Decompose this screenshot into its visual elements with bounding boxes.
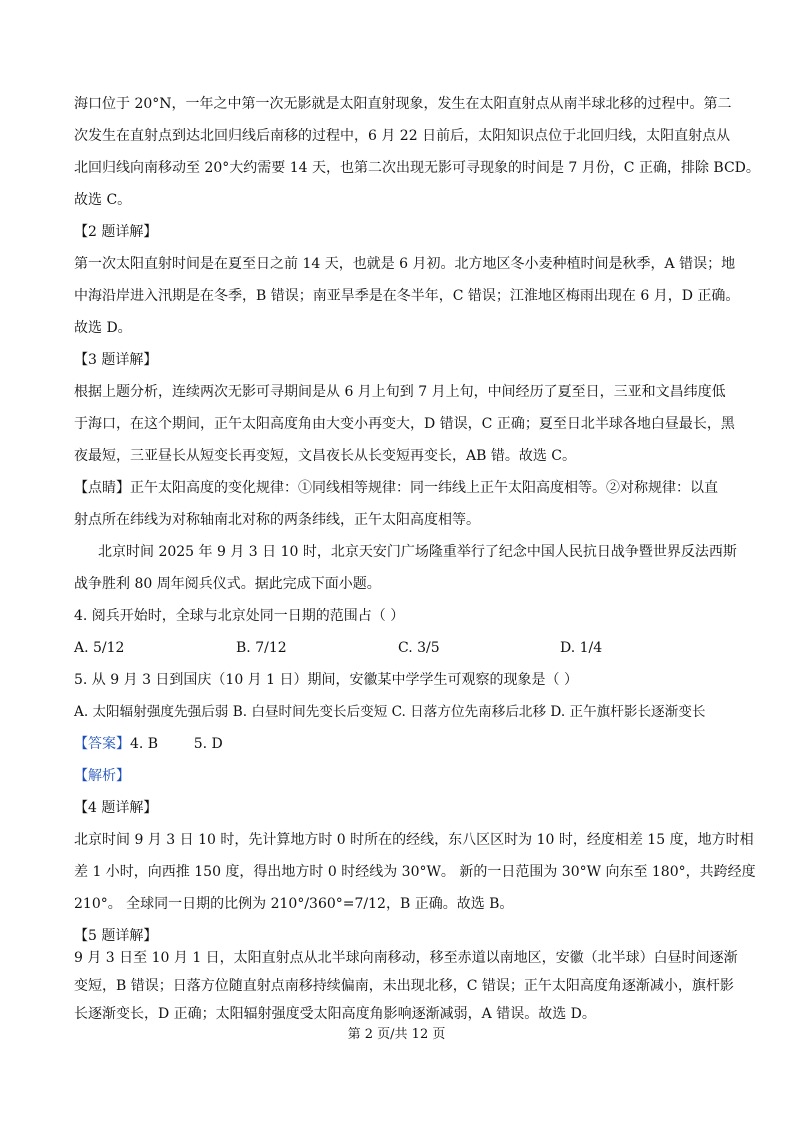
question-4: 4. 阅兵开始时，全球与北京处同一日期的范围占（ ） (74, 608, 405, 624)
section-heading: 【3 题详解】 (74, 352, 158, 368)
answer-value: 4. B 5. D (130, 736, 223, 752)
q5-options: A. 太阳辐射强度先强后弱 B. 白昼时间先变长后变短 C. 日落方位先南移后北移 D. 正午旗杆影长逐渐变长 (74, 704, 706, 720)
body-line: 北京时间 9 月 3 日 10 时，先计算地方时 0 时所在的经线，东八区区时为 10 时，经度相差 15 度，地方时相 (74, 832, 754, 848)
body-line: 210°。 全球同一日期的比例为 210°/360°=7/12，B 正确。故选 B。 (74, 896, 514, 912)
answer-line (74, 734, 223, 754)
body-line: 次发生在直射点到达北回归线后南移的过程中，6 月 22 日前后，太阳知识点位于北回归线，太阳直射点从 (74, 128, 731, 144)
body-line: 9 月 3 日至 10 月 1 日，太阳直射点从北半球向南移动，移至赤道以南地区，安徽（北半球）白昼时间逐渐 (74, 950, 738, 966)
body-line: 中海沿岸进入汛期是在冬季，B 错误；南亚旱季是在冬半年，C 错误；江淮地区梅雨出现在 6 月，D 正确。 (74, 288, 740, 304)
passage-line: 战争胜利 80 周年阅兵仪式。据此完成下面小题。 (74, 576, 381, 592)
section-heading: 【2 题详解】 (74, 224, 158, 240)
q4-option-d: D. 1/4 (560, 640, 603, 656)
body-line: 夜最短，三亚昼长从短变长再变短，文昌夜长从长变短再变长，AB 错。故选 C。 (74, 448, 577, 464)
tip-line: 射点所在纬线为对称轴南北对称的两条纬线，正午太阳高度相等。 (74, 512, 480, 528)
body-line: 海口位于 20°N，一年之中第一次无影就是太阳直射现象，发生在太阳直射点从南半球北移的过程中。第二 (74, 96, 732, 112)
analysis-label: 【解析】 (74, 768, 130, 784)
body-line: 故选 C。 (74, 192, 132, 208)
body-line: 北回归线向南移动至 20°大约需要 14 天，也第二次出现无影可寻现象的时间是 7 月份，C 正确，排除 BCD。 (74, 160, 760, 176)
answer-label: 【答案】 (74, 736, 130, 752)
body-line: 变短，B 错误；日落方位随直射点南移持续偏南，未出现北移，C 错误；正午太阳高度角逐渐减小，旗杆影 (74, 978, 734, 994)
body-line: 故选 D。 (74, 320, 132, 336)
tip-line: 【点睛】正午太阳高度的变化规律：①同线相等规律：同一纬线上正午太阳高度相等。②对称规律：以直 (74, 480, 718, 496)
passage-line: 北京时间 2025 年 9 月 3 日 10 时，北京天安门广场隆重举行了纪念中国人民抗日战争暨世界反法西斯 (98, 544, 737, 560)
page-footer: 第 2 页/共 12 页 (347, 1027, 446, 1042)
q4-option-c: C. 3/5 (398, 640, 440, 656)
section-heading: 【5 题详解】 (74, 928, 158, 944)
q4-option-a: A. 5/12 (74, 640, 125, 656)
body-line: 根据上题分析，连续两次无影可寻期间是从 6 月上旬到 7 月上旬，中间经历了夏至日，三亚和文昌纬度低 (74, 384, 726, 400)
body-line: 第一次太阳直射时间是在夏至日之前 14 天，也就是 6 月初。北方地区冬小麦种植时间是秋季，A 错误；地 (74, 256, 736, 272)
question-5: 5. 从 9 月 3 日到国庆（10 月 1 日）期间，安徽某中学学生可观察的现象是（ ） (74, 672, 578, 688)
section-heading: 【4 题详解】 (74, 800, 158, 816)
q4-option-b: B. 7/12 (236, 640, 287, 656)
body-line: 差 1 小时，向西推 150 度，得出地方时 0 时经线为 30°W。 新的一日范围为 30°W 向东至 180°，共跨经度 (74, 864, 756, 880)
body-line: 长逐渐变长，D 正确；太阳辐射强度受太阳高度角影响逐渐减弱，A 错误。故选 D。 (74, 1006, 596, 1022)
body-line: 于海口，在这个期间，正午太阳高度角由大变小再变大，D 错误，C 正确；夏至日北半球各地白昼最长，黑 (74, 416, 735, 432)
